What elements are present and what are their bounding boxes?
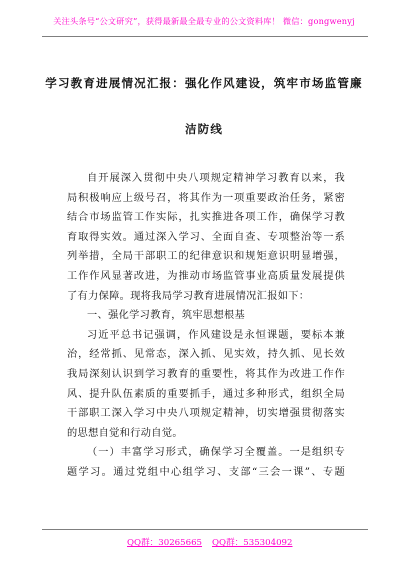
body-line: 治，经常抓、见常态，深入抓、见实效，持久抓、见长效 [67, 349, 345, 361]
body-line: 的思想自觉和行动自觉。 [67, 427, 183, 439]
body-line: 了有力保障。现将我局学习教育进展情况汇报如下： [67, 290, 310, 302]
body-line: 列举措，全局干部职工的纪律意识和规矩意识明显增强， [67, 251, 345, 263]
header-divider [42, 36, 368, 37]
document-title-line-2: 洁防线 [184, 122, 224, 136]
section-heading: 一、强化学习教育，筑牢思想根基 [87, 310, 246, 322]
body-line: 习近平总书记强调，作风建设是永恒课题，要标本兼 [87, 329, 345, 341]
body-line: 自开展深入贯彻中央八项规定精神学习教育以来，我 [87, 173, 345, 184]
body-line: 风、提升队伍素质的重要抓手，通过多种形式，组织全局 [67, 388, 345, 400]
footer-qq-group-link-1[interactable]: QQ群：30265665 [127, 538, 203, 548]
footer-divider [42, 529, 368, 530]
header-banner: 关注头条号“公文研究”，获得最新最全最专业的公文资料库！ 微信：gongwenyj [53, 16, 355, 26]
body-line: 题学习。通过党组中心组学习、支部“三会一课”、专题 [67, 466, 345, 478]
body-line: 我局深刻认识到学习教育的重要性，将其作为改进工作作 [67, 368, 345, 380]
document-body [67, 169, 345, 483]
body-line: （一）丰富学习形式，确保学习全覆盖。一是组织专 [87, 447, 345, 459]
body-line: 育取得实效。通过深入学习、全面自查、专项整治等一系 [67, 231, 345, 243]
body-line: 结合市场监管工作实际，扎实推进各项工作，确保学习教 [67, 212, 345, 224]
body-line: 工作作风显著改进，为推动市场监管事业高质量发展提供 [67, 270, 345, 282]
footer-qq-group-link-2[interactable]: QQ群：535304092 [212, 538, 293, 548]
document-title-line-1: 学习教育进展情况汇报：强化作风建设，筑牢市场监管廉 [45, 76, 363, 90]
body-line: 干部职工深入学习中央八项规定精神，切实增强贯彻落实 [67, 408, 345, 420]
body-line: 局积极响应上级号召，将其作为一项重要政治任务，紧密 [67, 192, 345, 204]
